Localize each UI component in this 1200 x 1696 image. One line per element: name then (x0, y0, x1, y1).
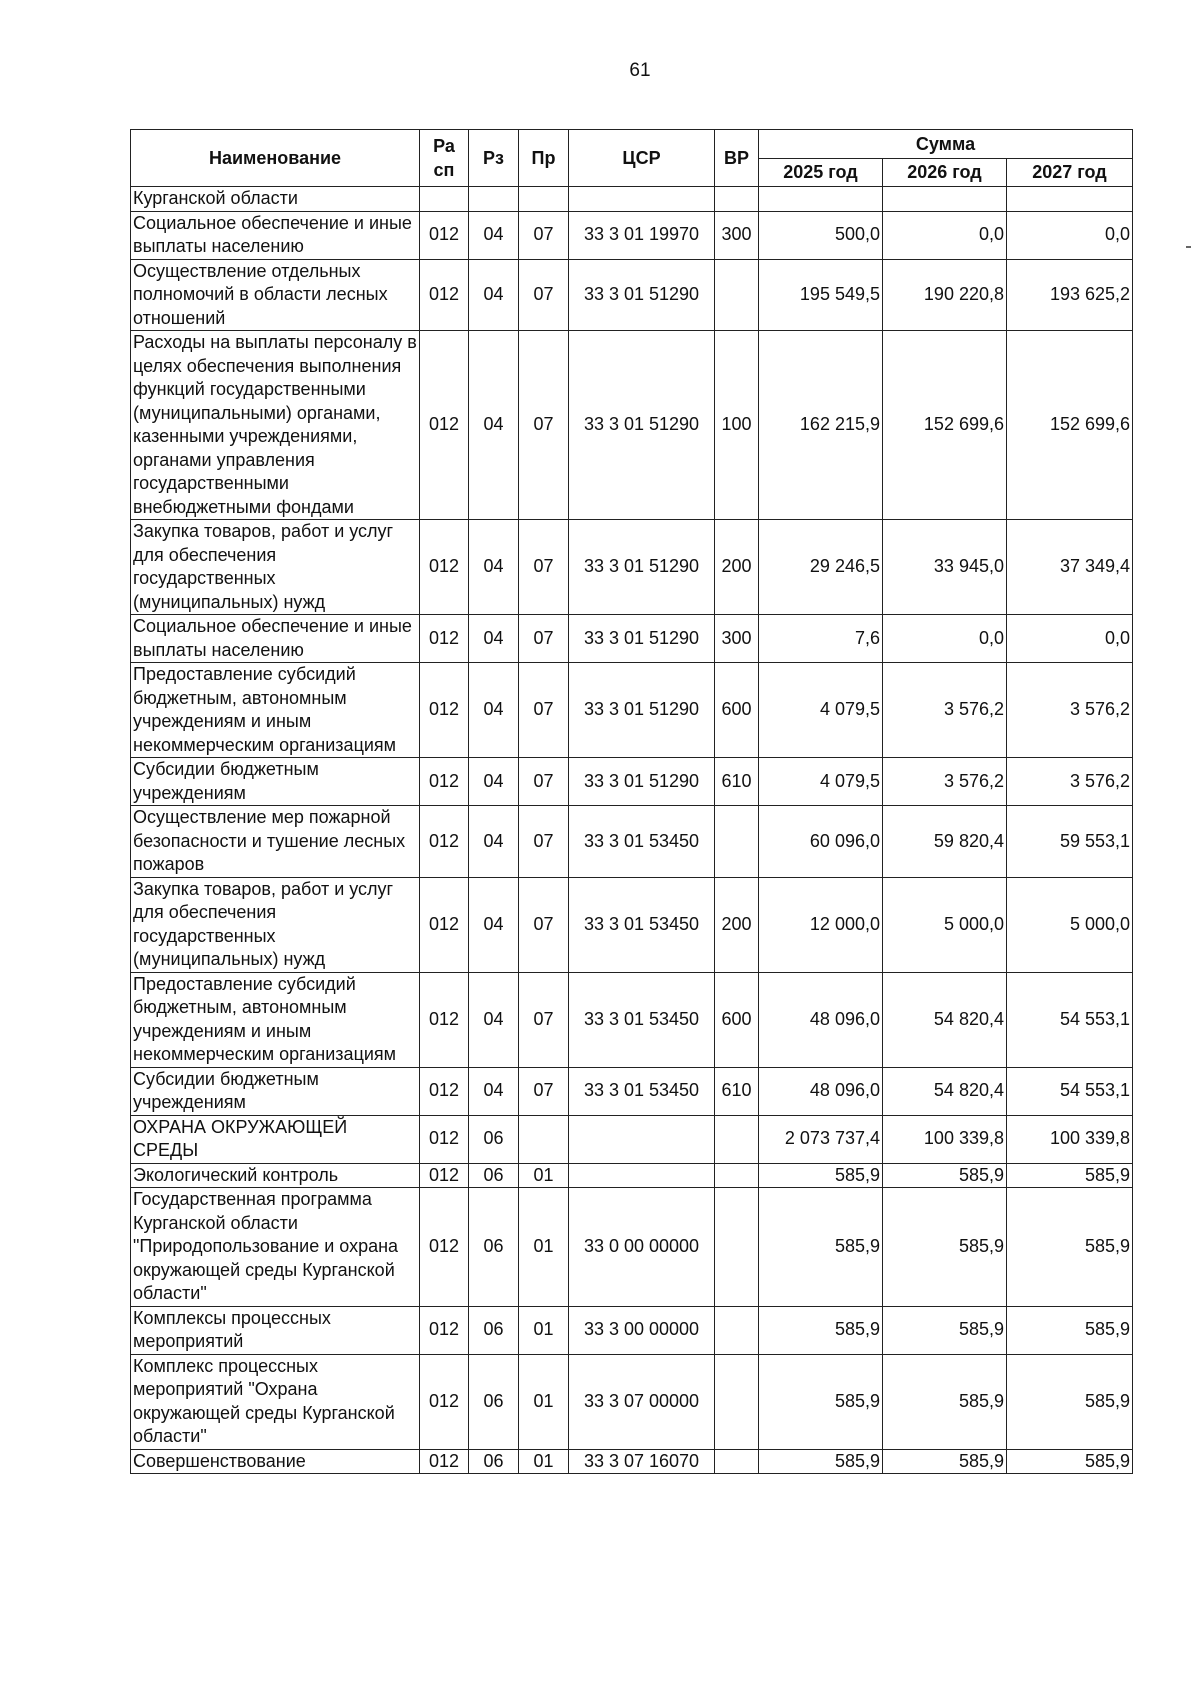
row-rasp-cell: 012 (420, 877, 469, 972)
table-row (131, 1067, 1133, 1115)
row-rz-cell: 04 (469, 331, 519, 520)
scan-mark (1186, 246, 1191, 248)
row-rasp-cell: 012 (420, 758, 469, 806)
row-2027-cell: 585,9 (1007, 1354, 1133, 1449)
row-2027-cell: 100 339,8 (1007, 1115, 1133, 1163)
row-pr-cell: 01 (519, 1306, 569, 1354)
row-pr-cell: 07 (519, 331, 569, 520)
row-2026-cell: 585,9 (883, 1354, 1007, 1449)
row-name-cell: Экологический контроль (131, 1163, 420, 1188)
row-2026-cell (883, 187, 1007, 212)
row-2026-cell: 152 699,6 (883, 331, 1007, 520)
row-csr-cell: 33 3 00 00000 (569, 1306, 715, 1354)
row-csr-cell: 33 3 01 53450 (569, 877, 715, 972)
row-pr-cell: 01 (519, 1163, 569, 1188)
row-2026-cell: 3 576,2 (883, 758, 1007, 806)
row-csr-cell: 33 3 01 51290 (569, 259, 715, 331)
row-pr-cell: 07 (519, 972, 569, 1067)
row-2027-cell: 54 553,1 (1007, 1067, 1133, 1115)
row-2027-cell: 585,9 (1007, 1188, 1133, 1307)
row-vr-cell: 610 (715, 758, 759, 806)
row-2025-cell: 585,9 (759, 1354, 883, 1449)
row-pr-cell: 07 (519, 758, 569, 806)
row-2026-cell: 0,0 (883, 615, 1007, 663)
row-pr-cell: 07 (519, 259, 569, 331)
row-vr-cell (715, 187, 759, 212)
row-name-cell: Предоставление субсидий бюджетным, автономным учреждениям и иным некоммерческим организациям (131, 972, 420, 1067)
table-body (131, 187, 1133, 1474)
row-2027-cell: 59 553,1 (1007, 806, 1133, 878)
row-2025-cell (759, 187, 883, 212)
table-row (131, 1354, 1133, 1449)
row-rasp-cell: 012 (420, 1067, 469, 1115)
row-2025-cell: 2 073 737,4 (759, 1115, 883, 1163)
table-row (131, 1115, 1133, 1163)
row-2025-cell: 195 549,5 (759, 259, 883, 331)
row-pr-cell: 07 (519, 663, 569, 758)
row-2026-cell: 585,9 (883, 1163, 1007, 1188)
row-rasp-cell: 012 (420, 1449, 469, 1474)
row-vr-cell (715, 1188, 759, 1307)
row-rasp-cell: 012 (420, 331, 469, 520)
row-2025-cell: 48 096,0 (759, 972, 883, 1067)
row-vr-cell: 300 (715, 615, 759, 663)
row-2025-cell: 4 079,5 (759, 758, 883, 806)
row-name-cell: Социальное обеспечение и иные выплаты населению (131, 211, 420, 259)
row-csr-cell: 33 3 01 51290 (569, 615, 715, 663)
row-csr-cell: 33 3 01 51290 (569, 331, 715, 520)
row-2026-cell: 190 220,8 (883, 259, 1007, 331)
row-2026-cell: 585,9 (883, 1188, 1007, 1307)
row-2026-cell: 3 576,2 (883, 663, 1007, 758)
row-csr-cell: 33 3 07 16070 (569, 1449, 715, 1474)
row-pr-cell: 01 (519, 1354, 569, 1449)
row-2027-cell: 3 576,2 (1007, 758, 1133, 806)
row-vr-cell: 600 (715, 663, 759, 758)
row-2025-cell: 12 000,0 (759, 877, 883, 972)
row-2027-cell (1007, 187, 1133, 212)
row-rz-cell: 04 (469, 758, 519, 806)
row-rz-cell: 06 (469, 1188, 519, 1307)
row-rasp-cell: 012 (420, 1115, 469, 1163)
table-row (131, 877, 1133, 972)
row-rasp-cell: 012 (420, 1306, 469, 1354)
header-vr: ВР (715, 130, 759, 187)
row-vr-cell: 600 (715, 972, 759, 1067)
row-2026-cell: 0,0 (883, 211, 1007, 259)
row-pr-cell: 07 (519, 615, 569, 663)
row-vr-cell (715, 1163, 759, 1188)
row-2027-cell: 152 699,6 (1007, 331, 1133, 520)
row-csr-cell: 33 3 01 53450 (569, 972, 715, 1067)
table-row (131, 615, 1133, 663)
row-rasp-cell: 012 (420, 615, 469, 663)
row-2025-cell: 585,9 (759, 1306, 883, 1354)
row-rasp-cell: 012 (420, 1163, 469, 1188)
row-2026-cell: 54 820,4 (883, 972, 1007, 1067)
row-rz-cell: 04 (469, 615, 519, 663)
row-name-cell: Закупка товаров, работ и услуг для обеспечения государственных (муниципальных) нужд (131, 520, 420, 615)
row-name-cell: Субсидии бюджетным учреждениям (131, 758, 420, 806)
table-row (131, 259, 1133, 331)
row-rz-cell: 06 (469, 1115, 519, 1163)
row-pr-cell: 07 (519, 806, 569, 878)
row-vr-cell: 610 (715, 1067, 759, 1115)
row-csr-cell: 33 3 01 53450 (569, 806, 715, 878)
table-row (131, 1188, 1133, 1307)
row-2026-cell: 100 339,8 (883, 1115, 1007, 1163)
row-rasp-cell: 012 (420, 806, 469, 878)
row-rasp-cell: 012 (420, 663, 469, 758)
row-pr-cell: 07 (519, 1067, 569, 1115)
row-name-cell: Курганской области (131, 187, 420, 212)
row-pr-cell (519, 1115, 569, 1163)
row-csr-cell: 33 3 01 51290 (569, 758, 715, 806)
row-2026-cell: 585,9 (883, 1449, 1007, 1474)
row-name-cell: Расходы на выплаты персоналу в целях обеспечения выполнения функций государственными (муниципальными) органами, казенными учреждениями, органами управления государственными внебюджетными фондами (131, 331, 420, 520)
row-pr-cell (519, 187, 569, 212)
row-2027-cell: 3 576,2 (1007, 663, 1133, 758)
table-row (131, 187, 1133, 212)
row-name-cell: Осуществление мер пожарной безопасности и тушение лесных пожаров (131, 806, 420, 878)
row-pr-cell: 07 (519, 877, 569, 972)
row-rasp-cell: 012 (420, 1188, 469, 1307)
row-vr-cell: 200 (715, 520, 759, 615)
budget-table (130, 129, 1133, 1474)
row-csr-cell: 33 0 00 00000 (569, 1188, 715, 1307)
row-csr-cell: 33 3 01 51290 (569, 520, 715, 615)
header-rz: Рз (469, 130, 519, 187)
row-rasp-cell: 012 (420, 211, 469, 259)
row-2027-cell: 0,0 (1007, 211, 1133, 259)
row-vr-cell: 200 (715, 877, 759, 972)
table-row (131, 211, 1133, 259)
row-vr-cell (715, 1449, 759, 1474)
row-rz-cell: 04 (469, 259, 519, 331)
row-2026-cell: 59 820,4 (883, 806, 1007, 878)
row-csr-cell: 33 3 01 51290 (569, 663, 715, 758)
row-rasp-cell (420, 187, 469, 212)
row-pr-cell: 01 (519, 1188, 569, 1307)
row-rasp-cell: 012 (420, 1354, 469, 1449)
table-row (131, 663, 1133, 758)
row-rz-cell: 04 (469, 806, 519, 878)
row-name-cell: Осуществление отдельных полномочий в области лесных отношений (131, 259, 420, 331)
table-row (131, 331, 1133, 520)
page-number: 61 (629, 60, 651, 81)
header-sum: Сумма (759, 130, 1133, 159)
row-2026-cell: 585,9 (883, 1306, 1007, 1354)
row-name-cell: Комплексы процессных мероприятий (131, 1306, 420, 1354)
row-2026-cell: 54 820,4 (883, 1067, 1007, 1115)
row-name-cell: Государственная программа Курганской области "Природопользование и охрана окружающей среды Курганской области" (131, 1188, 420, 1307)
header-rasp: Ра сп (420, 130, 469, 187)
row-vr-cell (715, 259, 759, 331)
row-rz-cell: 06 (469, 1163, 519, 1188)
row-2025-cell: 585,9 (759, 1188, 883, 1307)
row-2025-cell: 7,6 (759, 615, 883, 663)
row-csr-cell (569, 1115, 715, 1163)
header-csr: ЦСР (569, 130, 715, 187)
row-csr-cell: 33 3 01 19970 (569, 211, 715, 259)
row-csr-cell (569, 187, 715, 212)
row-2025-cell: 585,9 (759, 1449, 883, 1474)
row-2027-cell: 37 349,4 (1007, 520, 1133, 615)
row-name-cell: Совершенствование (131, 1449, 420, 1474)
row-rz-cell: 04 (469, 877, 519, 972)
row-2026-cell: 5 000,0 (883, 877, 1007, 972)
row-2027-cell: 54 553,1 (1007, 972, 1133, 1067)
row-2025-cell: 48 096,0 (759, 1067, 883, 1115)
row-2025-cell: 500,0 (759, 211, 883, 259)
table-row (131, 1306, 1133, 1354)
row-vr-cell: 100 (715, 331, 759, 520)
row-rz-cell: 04 (469, 520, 519, 615)
row-rz-cell: 06 (469, 1306, 519, 1354)
header-year-2025: 2025 год (759, 158, 883, 187)
row-vr-cell (715, 1115, 759, 1163)
row-2025-cell: 162 215,9 (759, 331, 883, 520)
row-2025-cell: 4 079,5 (759, 663, 883, 758)
row-vr-cell (715, 806, 759, 878)
row-pr-cell: 07 (519, 211, 569, 259)
row-name-cell: Социальное обеспечение и иные выплаты населению (131, 615, 420, 663)
table-row (131, 972, 1133, 1067)
table-row (131, 1163, 1133, 1188)
table-row (131, 520, 1133, 615)
row-csr-cell: 33 3 01 53450 (569, 1067, 715, 1115)
row-2027-cell: 585,9 (1007, 1163, 1133, 1188)
row-2027-cell: 585,9 (1007, 1306, 1133, 1354)
row-2025-cell: 29 246,5 (759, 520, 883, 615)
row-pr-cell: 01 (519, 1449, 569, 1474)
row-rz-cell (469, 187, 519, 212)
row-2025-cell: 585,9 (759, 1163, 883, 1188)
row-rz-cell: 06 (469, 1449, 519, 1474)
row-2027-cell: 5 000,0 (1007, 877, 1133, 972)
row-name-cell: Комплекс процессных мероприятий "Охрана окружающей среды Курганской области" (131, 1354, 420, 1449)
header-year-2027: 2027 год (1007, 158, 1133, 187)
row-rz-cell: 04 (469, 972, 519, 1067)
row-rasp-cell: 012 (420, 259, 469, 331)
row-name-cell: Предоставление субсидий бюджетным, автономным учреждениям и иным некоммерческим организациям (131, 663, 420, 758)
row-csr-cell: 33 3 07 00000 (569, 1354, 715, 1449)
row-2025-cell: 60 096,0 (759, 806, 883, 878)
row-rz-cell: 06 (469, 1354, 519, 1449)
row-rz-cell: 04 (469, 1067, 519, 1115)
row-name-cell: Субсидии бюджетным учреждениям (131, 1067, 420, 1115)
table-row (131, 806, 1133, 878)
row-vr-cell (715, 1306, 759, 1354)
row-name-cell: ОХРАНА ОКРУЖАЮЩЕЙ СРЕДЫ (131, 1115, 420, 1163)
row-vr-cell (715, 1354, 759, 1449)
row-rasp-cell: 012 (420, 520, 469, 615)
header-name: Наименование (131, 130, 420, 187)
table-header (131, 130, 1133, 187)
table-row (131, 758, 1133, 806)
row-vr-cell: 300 (715, 211, 759, 259)
row-2026-cell: 33 945,0 (883, 520, 1007, 615)
row-2027-cell: 0,0 (1007, 615, 1133, 663)
row-rz-cell: 04 (469, 663, 519, 758)
header-year-2026: 2026 год (883, 158, 1007, 187)
header-pr: Пр (519, 130, 569, 187)
row-rz-cell: 04 (469, 211, 519, 259)
row-2027-cell: 585,9 (1007, 1449, 1133, 1474)
row-name-cell: Закупка товаров, работ и услуг для обеспечения государственных (муниципальных) нужд (131, 877, 420, 972)
row-rasp-cell: 012 (420, 972, 469, 1067)
table-row (131, 1449, 1133, 1474)
row-pr-cell: 07 (519, 520, 569, 615)
row-csr-cell (569, 1163, 715, 1188)
row-2027-cell: 193 625,2 (1007, 259, 1133, 331)
